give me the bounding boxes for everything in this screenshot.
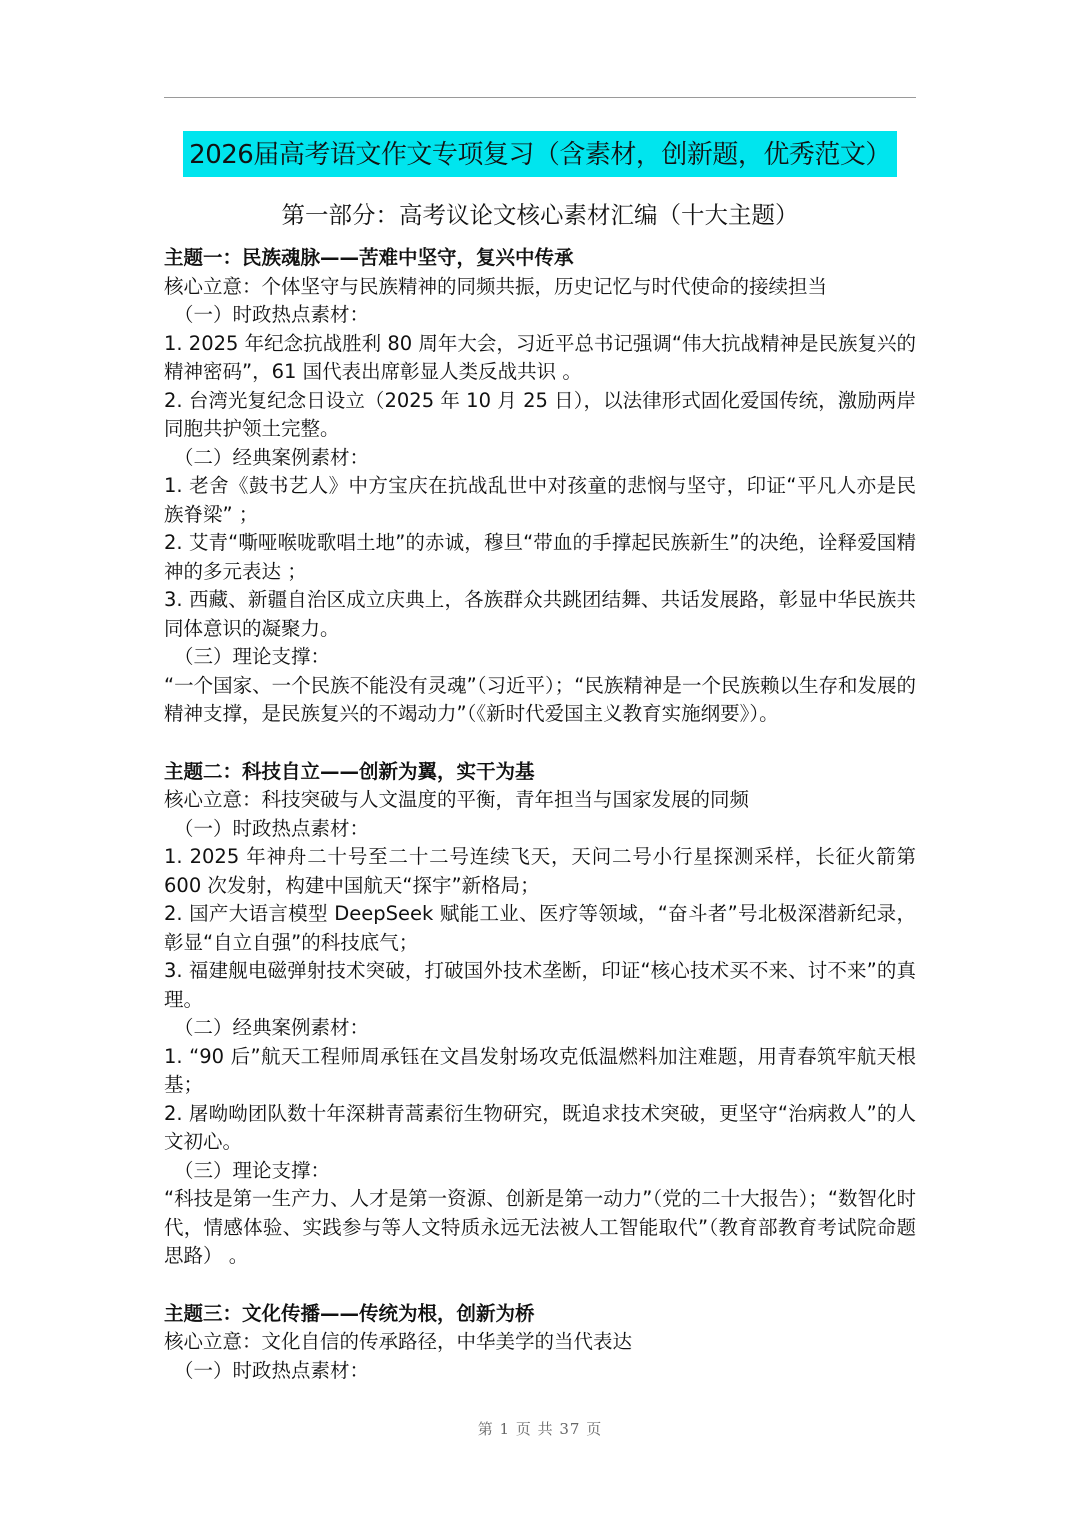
list-item: 1. 2025 年纪念抗战胜利 80 周年大会，习近平总书记强调“伟大抗战精神是民族复兴的精神密码”，61 国代表出席彰显人类反战共识 。 (164, 331, 916, 383)
core-idea: 核心立意：科技突破与人文温度的平衡，青年担当与国家发展的同频 (164, 788, 750, 811)
main-title-block (0, 131, 1080, 177)
part-title: 第一部分：高考议论文核心素材汇编（十大主题） (281, 201, 799, 229)
subheading-theory: （三）理论支撑： (174, 1158, 331, 1182)
subheading-current-affairs: （一）时政热点素材： (174, 1358, 370, 1382)
list-item: 3. 福建舰电磁弹射技术突破，打破国外技术垄断，印证“核心技术买不来、讨不来”的真理。 (164, 959, 916, 1011)
core-idea: 核心立意：个体坚守与民族精神的同频共振，历史记忆与时代使命的接续担当 (164, 274, 828, 298)
subheading-theory: （三）理论支撑： (174, 645, 331, 668)
list-item: 1. 2025 年神舟二十号至二十二号连续飞天，天问二号小行星探测采样，长征火箭第 600 次发射，构建中国航天“探宇”新格局； (164, 845, 916, 897)
page-footer: 第 1 页 共 37 页 (477, 1420, 603, 1438)
list-item: 3. 西藏、新疆自治区成立庆典上，各族群众共跳团结舞、共话发展路，彰显中华民族共同体意识的凝聚力。 (164, 588, 916, 640)
content-body (164, 244, 916, 1385)
theme-section-2 (164, 758, 916, 1271)
subheading-current-affairs: （一）时政热点素材： (174, 303, 370, 326)
subheading-classic-cases: （二）经典案例素材： (174, 1016, 370, 1039)
theory-text: “科技是第一生产力、人才是第一资源、创新是第一动力”（党的二十大报告）；“数智化时代，情感体验、实践参与等人文特质永远无法被人工智能取代”（教育部教育考试院命题思路） 。 (164, 1187, 916, 1267)
theme-title: 主题二：科技自立——创新为翼，实干为基 (164, 759, 535, 783)
main-title: 2026届高考语文作文专项复习（含素材，创新题，优秀范文） (183, 131, 897, 177)
list-item: 2. 艾青“嘶哑喉咙歌唱土地”的赤诚，穆旦“带血的手撑起民族新生”的决绝，诠释爱国精神的多元表达 ； (164, 531, 916, 583)
list-item: 1. “90 后”航天工程师周承钰在文昌发射场攻克低温燃料加注难题，用青春筑牢航天根基； (164, 1044, 916, 1096)
list-item: 1. 老舍《鼓书艺人》中方宝庆在抗战乱世中对孩童的悲悯与坚守，印证“平凡人亦是民族脊梁” ； (164, 474, 916, 526)
subheading-current-affairs: （一）时政热点素材： (174, 816, 370, 840)
header-rule (164, 97, 916, 98)
core-idea: 核心立意：文化自信的传承路径，中华美学的当代表达 (164, 1330, 633, 1353)
theme-section-3 (164, 1300, 916, 1386)
theme-section-1 (164, 244, 916, 729)
subheading-classic-cases: （二）经典案例素材： (174, 445, 370, 469)
list-item: 2. 台湾光复纪念日设立（2025 年 10 月 25 日），以法律形式固化爱国传统，激励两岸同胞共护领土完整。 (164, 388, 916, 440)
theme-title: 主题三：文化传播——传统为根，创新为桥 (164, 1301, 535, 1325)
theme-title: 主题一：民族魂脉——苦难中坚守，复兴中传承 (164, 246, 574, 269)
list-item: 2. 屠呦呦团队数十年深耕青蒿素衍生物研究，既追求技术突破，更坚守“治病救人”的人文初心。 (164, 1101, 916, 1153)
list-item: 2. 国产大语言模型 DeepSeek 赋能工业、医疗等领域，“奋斗者”号北极深潜新纪录，彰显“自立自强”的科技底气； (164, 902, 916, 954)
theory-text: “一个国家、一个民族不能没有灵魂”（习近平）；“民族精神是一个民族赖以生存和发展的精神支撑，是民族复兴的不竭动力”（《新时代爱国主义教育实施纲要》）。 (164, 673, 916, 725)
